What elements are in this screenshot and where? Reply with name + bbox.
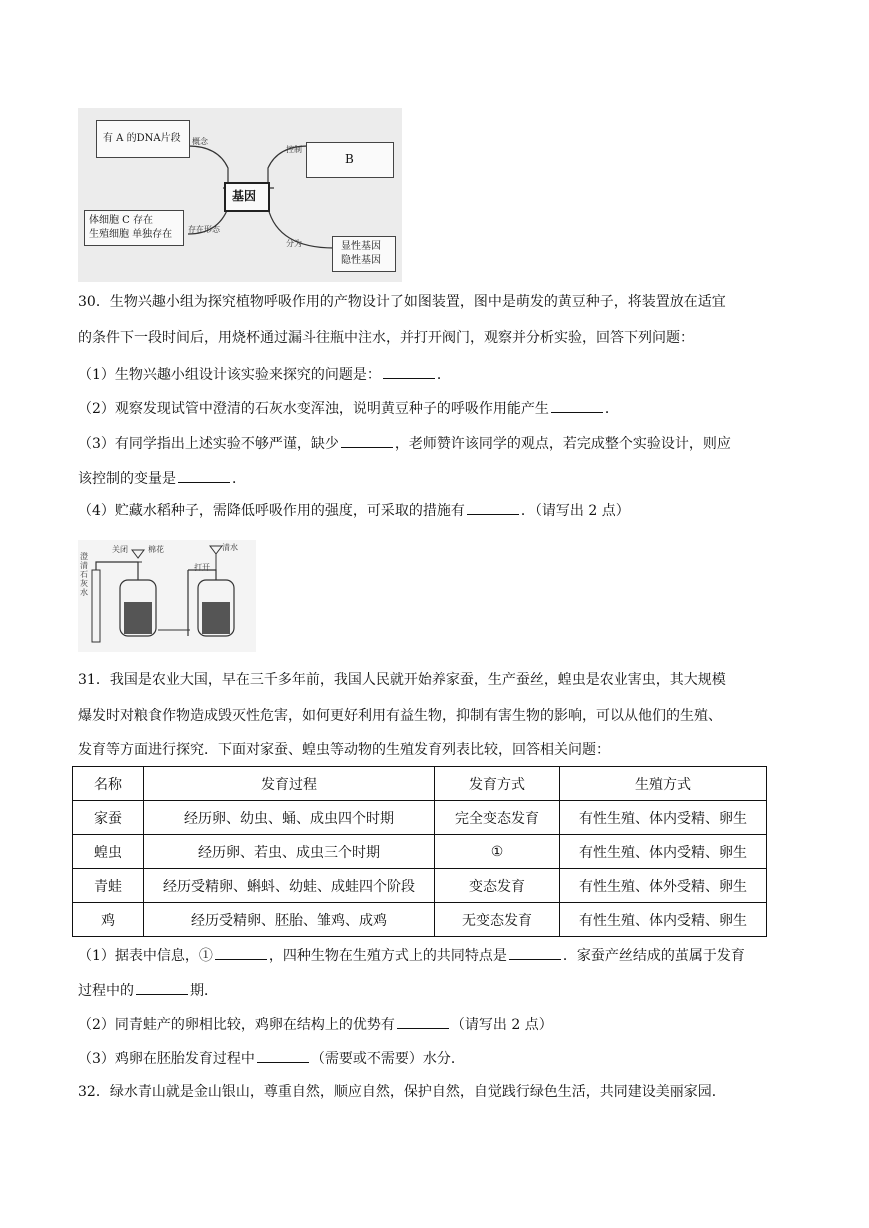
concept-box-c: 体细胞 C 存在 生殖细胞 单独存在 <box>84 210 184 246</box>
table-cell: 家蚕 <box>73 801 144 835</box>
answer-blank[interactable] <box>136 980 188 995</box>
table-cell: 鸡 <box>73 903 144 937</box>
table-header: 发育方式 <box>435 767 560 801</box>
table-header: 发育过程 <box>144 767 435 801</box>
q31-part1-cont: 过程中的 期． <box>78 980 218 1001</box>
answer-blank[interactable] <box>397 1014 449 1029</box>
table-cell: 蝗虫 <box>73 835 144 869</box>
table-cell: 经历卵、若虫、成虫三个时期 <box>144 835 435 869</box>
table-cell: 完全变态发育 <box>435 801 560 835</box>
label-valve-closed: 关闭 <box>112 545 128 554</box>
label-concept: 概念 <box>192 137 208 146</box>
q31-intro-line1: 31．我国是农业大国，早在三千多年前，我国人民就开始养家蚕，生产蚕丝，蝗虫是农业害虫，其大规模 <box>78 672 726 688</box>
development-comparison-table <box>72 766 767 937</box>
apparatus-drawing <box>78 540 256 652</box>
q30-part1: （1）生物兴趣小组设计该实验来探究的问题是： ． <box>78 364 451 385</box>
table-cell: 有性生殖、体外受精、卵生 <box>560 869 767 903</box>
q31-intro-line3: 发育等方面进行探究．下面对家蚕、蝗虫等动物的生殖发育列表比较，回答相关问题： <box>78 742 610 758</box>
label-cotton: 棉花 <box>148 545 164 554</box>
table-cell: 变态发育 <box>435 869 560 903</box>
label-control: 控制 <box>286 145 302 154</box>
gene-concept-map <box>78 108 402 282</box>
q31-intro-line2: 爆发时对粮食作物造成毁灭性危害，如何更好利用有益生物，抑制有害生物的影响，可以从他们的生殖、 <box>78 708 722 724</box>
table-cell: 有性生殖、体内受精、卵生 <box>560 801 767 835</box>
label-existence: 存在形态 <box>188 225 220 234</box>
label-divided: 分为 <box>286 239 302 248</box>
q30-intro-line1: 30．生物兴趣小组为探究植物呼吸作用的产物设计了如图装置，图中是萌发的黄豆种子，将装置放在适宜 <box>78 294 726 310</box>
q30-part2: （2）观察发现试管中澄清的石灰水变浑浊，说明黄豆种子的呼吸作用能产生 ． <box>78 398 619 419</box>
answer-blank[interactable] <box>178 468 230 483</box>
table-cell: ① <box>435 835 560 869</box>
table-cell: 有性生殖、体内受精、卵生 <box>560 903 767 937</box>
concept-box-a: 有 A 的DNA片段 <box>96 120 190 158</box>
answer-blank[interactable] <box>509 945 561 960</box>
q30-intro-line2: 的条件下一段时间后，用烧杯通过漏斗往瓶中注水，并打开阀门，观察并分析实验，回答下列问题： <box>78 330 694 346</box>
respiration-apparatus-figure <box>78 540 256 652</box>
label-water: 清水 <box>222 543 238 552</box>
concept-box-center: 基因 <box>224 182 270 212</box>
q31-part2: （2）同青蛙产的卵相比较，鸡卵在结构上的优势有 （请写出 2 点） <box>78 1014 553 1035</box>
answer-blank[interactable] <box>215 945 267 960</box>
table-cell: 经历受精卵、胚胎、雏鸡、成鸡 <box>144 903 435 937</box>
table-row <box>73 869 767 903</box>
table-cell: 经历受精卵、蝌蚪、幼蛙、成蛙四个阶段 <box>144 869 435 903</box>
answer-blank[interactable] <box>341 433 393 448</box>
answer-blank[interactable] <box>383 364 435 379</box>
table-cell: 青蛙 <box>73 869 144 903</box>
q31-part3: （3）鸡卵在胚胎发育过程中 （需要或不需要）水分． <box>78 1048 465 1069</box>
label-limewater: 澄清石灰水 <box>80 552 88 597</box>
q32-intro: 32．绿水青山就是金山银山，尊重自然，顺应自然，保护自然，自觉践行绿色生活，共同建设美丽家园． <box>78 1084 726 1100</box>
concept-box-b: B <box>306 142 394 178</box>
table-header-row <box>73 767 767 801</box>
q30-part3: （3）有同学指出上述实验不够严谨，缺少 ，老师赞许该同学的观点，若完成整个实验设计，则应 <box>78 433 731 454</box>
answer-blank[interactable] <box>551 398 603 413</box>
table-header: 名称 <box>73 767 144 801</box>
table-cell: 有性生殖、体内受精、卵生 <box>560 835 767 869</box>
q31-part1: （1）据表中信息，① ，四种生物在生殖方式上的共同特点是 ．家蚕产丝结成的茧属于发育 <box>78 945 745 966</box>
table-header: 生殖方式 <box>560 767 767 801</box>
q30-part3-cont: 该控制的变量是 ． <box>78 468 246 489</box>
answer-blank[interactable] <box>257 1048 309 1063</box>
q30-part4: （4）贮藏水稻种子，需降低呼吸作用的强度，可采取的措施有 ．（请写出 2 点） <box>78 500 630 521</box>
table-row <box>73 835 767 869</box>
answer-blank[interactable] <box>467 500 519 515</box>
table-row <box>73 801 767 835</box>
label-valve-open: 打开 <box>194 563 210 572</box>
concept-box-d: 显性基因 隐性基因 <box>332 236 396 272</box>
table-cell: 经历卵、幼虫、蛹、成虫四个时期 <box>144 801 435 835</box>
table-cell: 无变态发育 <box>435 903 560 937</box>
table-row <box>73 903 767 937</box>
